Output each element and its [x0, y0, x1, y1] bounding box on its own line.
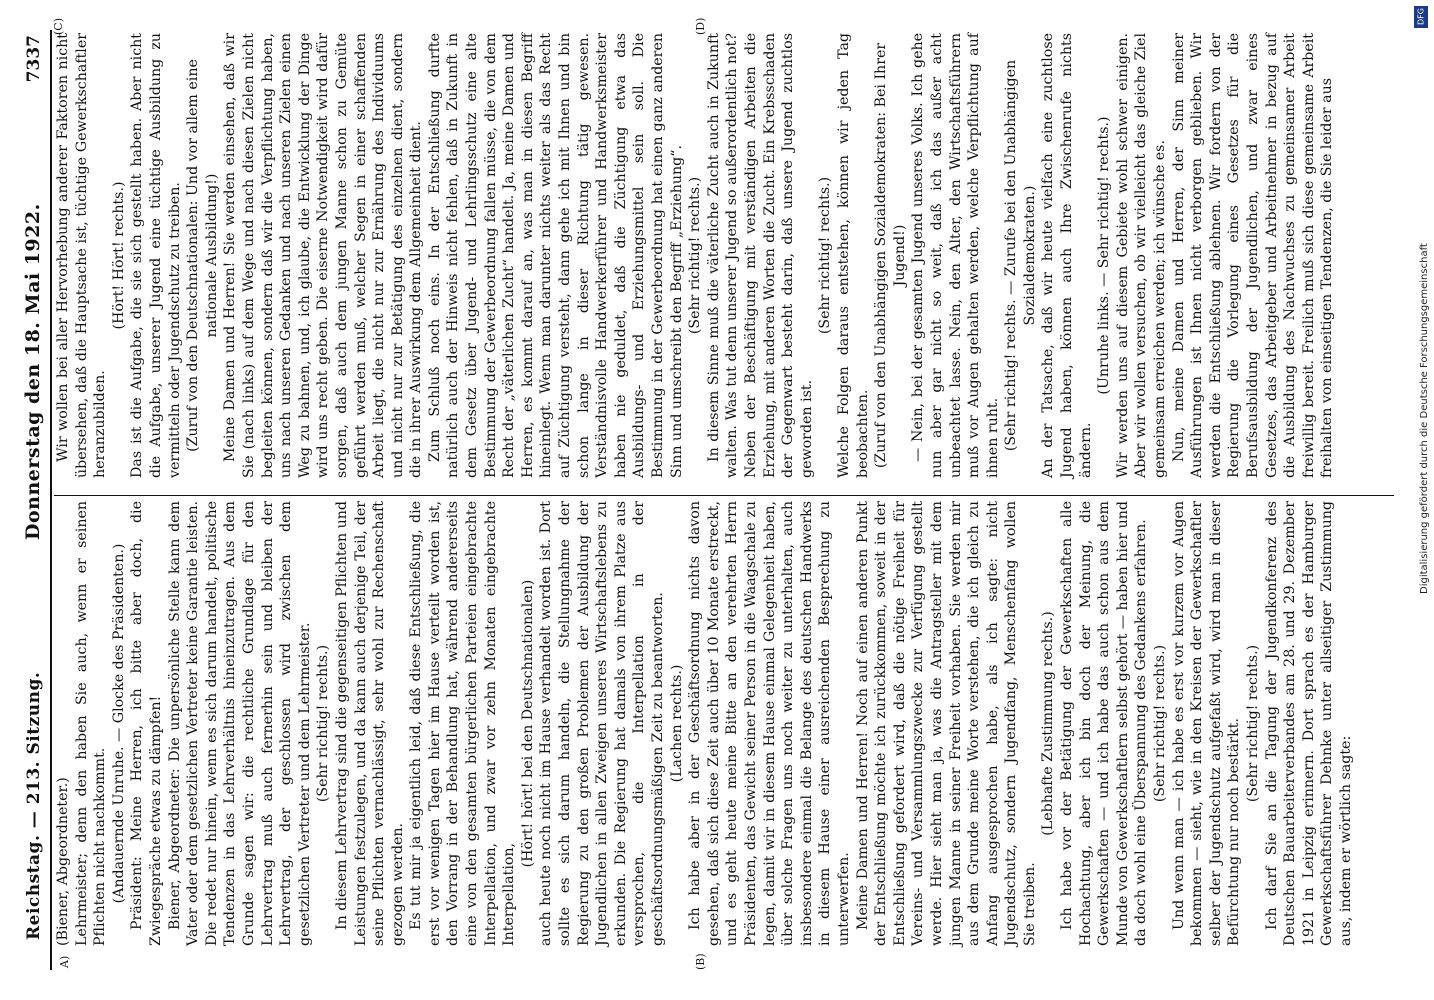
paragraph: Und wenn man — ich habe es erst vor kurzem vor Augen bekommen — sieht, wie in den Kreisen der Gewerkschaftler selber der Jugendschutz aufgefaßt wird, wird man in dieser Befürchtung nur noch bestärkt.: [1170, 501, 1243, 946]
paragraph: (Hört! Hört! rechts.): [110, 181, 127, 330]
paragraph: (Biener, Abgeordneter.): [55, 777, 71, 946]
paragraph: Welche Folgen daraus entstehen, können wir jeden Tag beobachten.: [835, 33, 871, 478]
paragraph: (Sehr richtig! rechts.): [315, 644, 332, 803]
paragraph: Ich habe aber in der Geschäftsordnung nichts davon gesehen, daß sich diese Zeit auch über 10 Monate erstreckt, und es geht heute meine Bitte an den verehrten Herrn Präsidenten, das Gewicht seiner Person in die Waagschale zu legen, damit wir in diesem Hause einmal Gelegenheit haben, über solche Fragen uns noch weiter zu unterhalten, auch insbesondere einmal die Belange des deutschen Handwerks in diesem Hause einer ausreichenden Besprechung zu unterwerfen.: [687, 501, 852, 946]
column-divider: [54, 495, 1394, 496]
paragraph: Nun, meine Damen und Herren, der Sinn meiner Ausführungen ist Ihnen nicht verborgen geblieben. Wir werden die Entschließung ablehnen. Wir fordern von der Regierung die Vorlegung eines Gesetzes für die Berufsausbildung der Jugendlichen, und zwar eines Gesetzes, das Arbeitgeber und Arbeitnehmer in bezug auf die Ausbildung des Nachwuchses zu gemeinsamer Arbeit freiwillig bereit. Freilich muß sich diese gemeinsame Arbeit freihalten von einseitigen Tendenzen, die Sie leider aus: [1170, 33, 1336, 478]
page-number: 7337: [24, 35, 44, 83]
margin-mark-d: (D): [694, 17, 707, 35]
paragraph: (Sehr richtig! rechts.): [817, 176, 834, 335]
margin-mark-b: (B): [694, 953, 707, 970]
paragraph: Lehrmeister; denn den haben Sie auch, wenn er seinen Pflichten nicht nachkommt.: [73, 501, 109, 946]
paragraph: (Sehr richtig! rechts.): [687, 176, 704, 335]
paragraph: (Andauernde Unruhe. — Glocke des Präsidenten.): [110, 543, 127, 904]
paragraph: Wir wollen bei aller Hervorhebung anderer Faktoren nicht übersehen, daß die Hauptsache ist, tüchtige Gewerkschaftler heranzubilden.: [55, 33, 109, 478]
paragraph: In diesem Sinne muß die väterliche Zucht auch in Zukunft walten. Was tut denn unserer Jugend so außerordentlich not? Neben der Beschäftigung mit verständigen Arbeiten die Erziehung, mit anderen Worten die Zucht. Ein Krebsschaden der Gegenwart besteht darin, daß unsere Jugend zuchtlos geworden ist.: [705, 33, 815, 478]
paragraph: Ich darf Sie an die Tagung der Jugendkonferenz des Deutschen Bauarbeiterverbandes am 28. und 29. Dezember 1921 in Leipzig erinnern. Dort sprach es der Hamburger Gewerkschaftsführer Dehnke unter allseitiger Zustimmung aus, indem er wörtlich sagte:: [1263, 501, 1354, 946]
margin-mark-a: A): [58, 955, 71, 968]
paragraph: Es tut mir ja eigentlich leid, daß diese Entschließung, die erst vor wenigen Tagen hier im Hause verteilt worden ist, den Vorrang in der Behandlung hat, während andererseits eine von den gesamten bürgerlichen Parteien eingebrachte Interpellation, und zwar vor zehn Monaten eingebrachte Interpellation,: [408, 501, 518, 946]
rotated-page: [10, 10, 1410, 990]
paragraph: Biener, Abgeordneter: Die unpersönliche Stelle kann dem Vater oder dem gesetzlichen Vertreter keine Garantie leisten. Die redet nur hinein, wenn es sich darum handelt, politische Tendenzen in das Lehrverhältnis hineinzutragen. Aus dem Grunde sagen wir: die rechtliche Grundlage für den Lehrvertrag muß auch fernerhin sein und bleiben der Lehrvertrag, der geschlossen wird zwischen dem gesetzlichen Vertreter und dem Lehrmeister.: [166, 501, 313, 946]
page-header: [20, 30, 52, 970]
paragraph: (Sehr richtig! rechts.): [1245, 644, 1261, 803]
paragraph: (Hört! hört! bei den Deutschnationalen): [519, 579, 536, 868]
margin-mark-c: (C): [52, 18, 65, 35]
left-column: [54, 501, 1356, 946]
paragraph: Wir werden uns auf diesem Gebiete wohl schwer einigen. Aber wir wollen versuchen, ob wir vielleicht das gleiche Ziel gemeinsam erreichen werden; ich wünsche es.: [1114, 33, 1169, 478]
text-columns: [52, 17, 1410, 970]
dfg-logo: DFG: [1414, 6, 1428, 28]
paragraph: Das ist die Aufgabe, die sie sich gestellt haben. Aber nicht die Aufgabe, unserer Jugend eine tüchtige Ausbildung zu vermitteln oder Jugendschutz zu treiben.: [129, 33, 183, 478]
paragraph: An der Tatsache, daß wir heute vielfach eine zuchtlose Jugend haben, können auch Ihre Zwischenrufe nichts ändern.: [1040, 33, 1094, 478]
paragraph: auch heute noch nicht im Hause verhandelt worden ist. Dort sollte es sich darum handeln, die Stellungnahme der Regierung zu den großen Problemen der Ausbildung der Jugendlichen in allen Zweigen unseres Wirtschaftslebens zu erkunden. Die Regierung hat damals von ihrem Platze aus versprochen, die Interpellation in der geschäftsordnungsmäßigen Zeit zu beantworten.: [538, 501, 666, 946]
paragraph: — Nein, bei der gesamten Jugend unseres Volks. Ich gehe nun aber gar nicht so weit, daß ich das außer acht unbeachtet lasse. Nein, den Alter, den Wirtschaftsführern muß vor Augen gehalten werden, welche Verpflichtung auf ihnen ruht.: [910, 33, 1001, 478]
right-column: [54, 33, 1337, 478]
paragraph: (Lachen rechts.): [668, 664, 685, 783]
paragraph: (Unruhe links. — Sehr richtig! rechts.): [1096, 116, 1113, 395]
paragraph: Zum Schluß noch eins. In der Entschließung durfte natürlich auch der Hinweis nicht fehlen, daß in Zukunft in dem Gesetz über Jugend- und Lehrlingsschutz eine alte Bestimmung der Gewerbeordnung fallen müsse, die von dem Recht der „väterlichen Zucht“ handelt. Ja, meine Damen und Herren, es kommt darauf an, was man in diesen Begriff hineinlegt. Wenn man darunter nichts weiter als das Recht auf Züchtigung versteht, dann gehe ich mit Ihnen und bin schon lange in dieser Richtung tätig gewesen. Verständnisvolle Handwerkerführer und Handwerksmeister haben nie geduldet, daß die Züchtigung etwa das Ausbildungs- und Erziehungsmittel sein soll. Die Bestimmung in der Gewerbeordnung hat einen ganz anderen Sinn und umschreibt den Begriff „Erziehung“.: [426, 33, 685, 478]
paragraph: In diesem Lehrvertrag sind die gegenseitigen Pflichten und Leistungen festzulegen, und da kann auch derjenige Teil, der seine Pflichten vernachlässigt, sehr wohl zur Rechenschaft gezogen werden.: [333, 501, 406, 946]
digitization-credit: Digitalisierung gefördert durch die Deutsche Forschungsgemeinschaft: [1419, 243, 1430, 594]
paragraph: (Sehr richtig! rechts.): [1152, 644, 1169, 803]
running-head-left: Reichstag. — 213. Sitzung.: [24, 671, 44, 940]
paragraph: Meine Damen und Herren! Sie werden einsehen, daß wir Sie (nach links) auf dem Wege und nach diesen Zielen nicht begleiten können, sondern daß wir die Verpflichtung haben, uns nach unseren Gedanken und nach unseren Zielen einen Weg zu bahnen, und, ich glaube, die Entwicklung der Dinge wird uns recht geben. Die eiserne Notwendigkeit wird dafür sorgen, daß auch dem jungen Manne schon zu Gemüte geführt werden muß, welcher Segen in einer schaffenden Arbeit liegt, die nicht nur zur Ernährung des Individuums und nicht nur zur Betätigung des einzelnen dient, sondern die in ihrer Auswirkung dem Allgemeinheit dient.: [222, 33, 425, 478]
paragraph: Ich habe vor der Betätigung der Gewerkschaften alle Hochachtung, aber ich bin doch der Meinung, die Gewerkschaften — und ich habe das auch schon aus dem Munde von Gewerkschaftlern selbst gehört — haben hier und da doch wohl eine Überspannung des Gedankens erfahren.: [1059, 501, 1150, 946]
paragraph: (Sehr richtig! rechts. — Zurufe bei den Unabhängigen Sozialdemokraten.): [1003, 59, 1038, 452]
paragraph: Meine Damen und Herren! Noch auf einen anderen Punkt der Entschließung möchte ich zurückkommen, soweit in der Entschließung gefordert wird, daß die nötige Freiheit für Vereins- und Versammlungszwecke zur Verfügung gestellt werde. Hier sieht man ja, was die Antragsteller mit dem jungen Manne in seiner Freiheit vorhaben. Sie werden mir aus dem Grunde meine Worte verstehen, die ich gleich zu Anfang ausgesprochen habe, als ich sagte: nicht Jugendschutz, sondern Jugendfang, Menschenfang wollen Sie treiben.: [854, 501, 1038, 946]
paragraph: (Lebhafte Zustimmung rechts.): [1040, 611, 1057, 836]
paragraph: (Zuruf von den Unabhängigen Sozialdemokraten: Bei Ihrer Jugend!): [873, 42, 908, 469]
running-head-date: Donnerstag den 18. Mai 1922.: [22, 203, 44, 540]
paragraph: (Zuruf von den Deutschnationalen: Und vor allem eine nationale Ausbildung!): [185, 59, 220, 452]
paragraph: Präsident: Meine Herren, ich bitte aber doch, die Zwiegespräche etwas zu dämpfen!: [129, 501, 164, 946]
